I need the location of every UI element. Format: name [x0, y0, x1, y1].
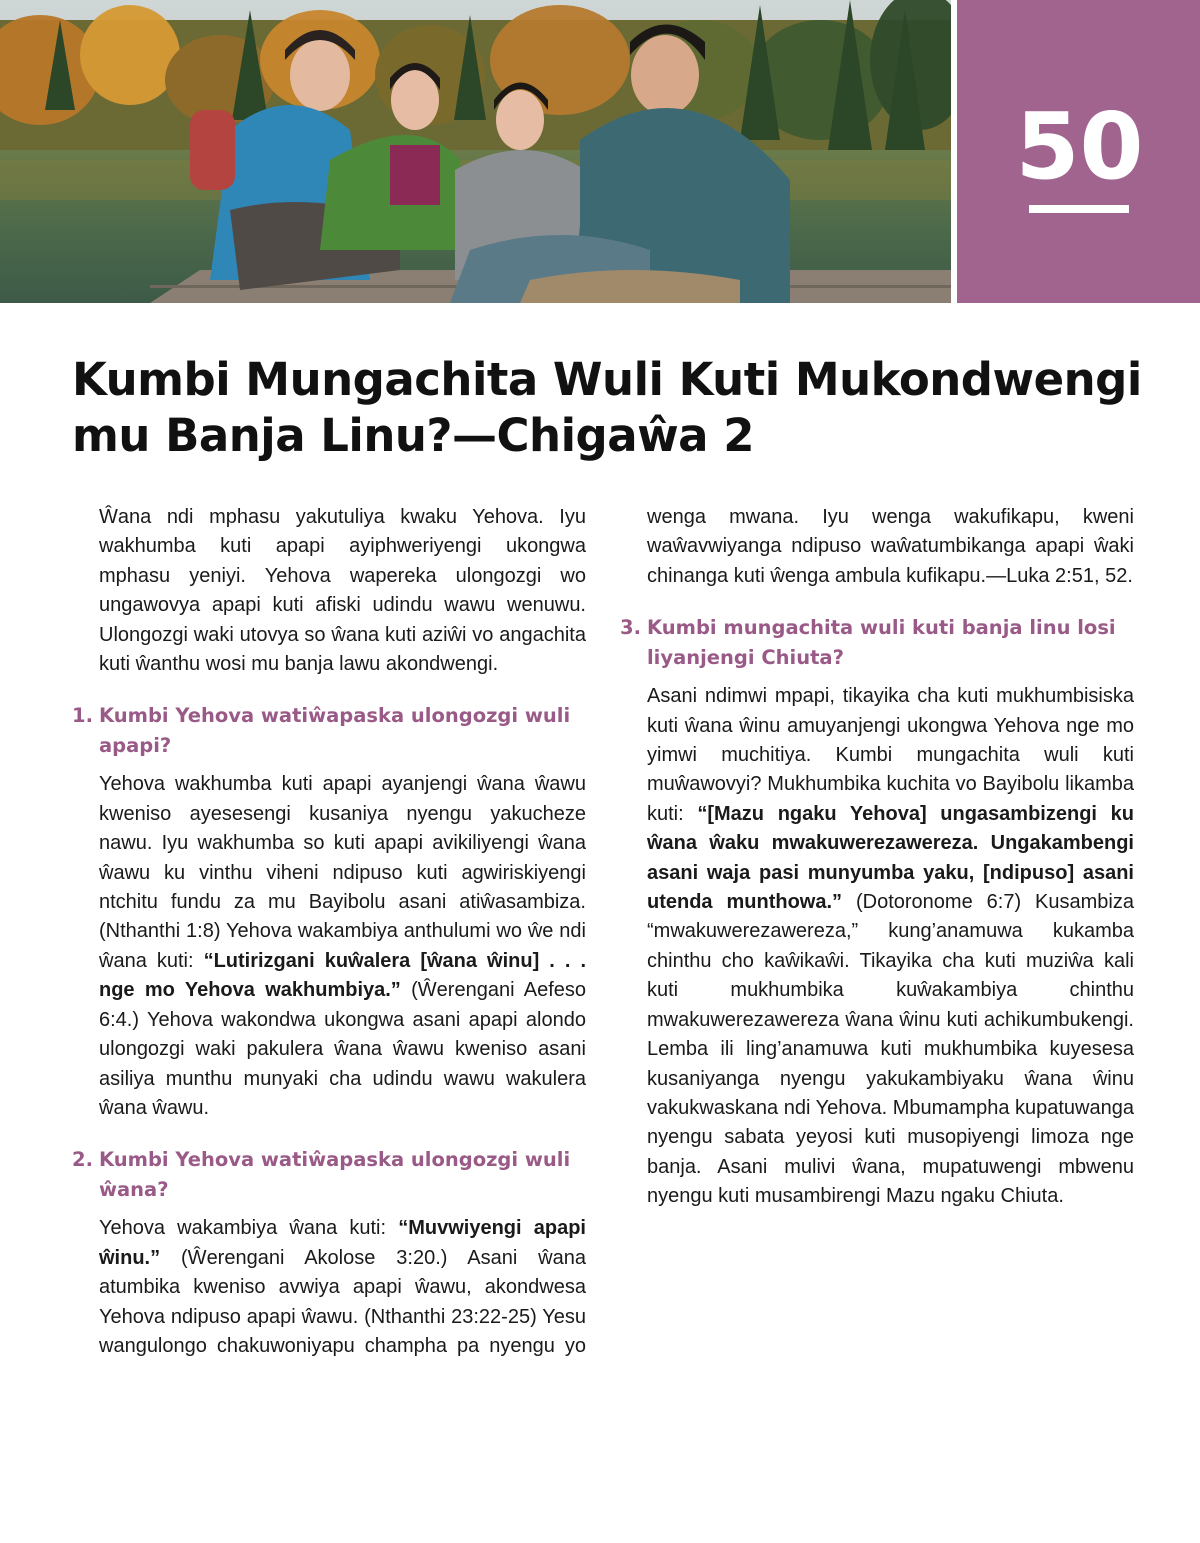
- question-1-quote-flow: “Lutirizgani kuŵalera [ŵana ŵinu] . . . nge mo Yehova wakhumbiya.”: [99, 949, 587, 1002]
- question-2-scripture-quote: “Muvwiyengi apapi ŵinu.”: [99, 1217, 586, 1269]
- question-2-number: 2.: [72, 1148, 93, 1172]
- family-photo-icon: [0, 0, 951, 303]
- lesson-number: 50: [1015, 93, 1144, 200]
- question-3-scripture-quote: “[Mazu ngaku Yehova] ungasambizengi ku ŵana ŵaku mwakuwerezawereza. Ungakambengi asani waja pasi munyumba yaku, [ndipuso] asani utenda munthowa.”: [647, 802, 1134, 914]
- question-1-paragraph-flow: [72, 770, 586, 1123]
- question-3-after: (Dotoronome 6:7) Kusambiza “mwakuwerezawereza,” kung’anamuwa kukamba chinthu cho kaŵikaŵi. Tikayika cha kuti muziŵa kali kuti mukhumbika kuŵakambiya chinthu mwakuwerezawereza ŵana ŵinu kuti achikumbukengi. Lemba ili ling’anamuwa kuti mukhumbika kuyesesa kusaniyanga nyengu yakukambiyaku ŵana ŵinu vakukwaskana ndi Yehova. Mbumampha kupatuwanga nyengu sabata yeyosi kuti musopiyengi limoza nge banja. Asani mulivi ŵana, mupatuwengi mbwenu nyengu kuti musambirengi Mazu ngaku Chiuta.: [647, 891, 1134, 1208]
- question-3-text: Kumbi mungachita wuli kuti banja linu losi liyanjengi Chiuta?: [647, 616, 1116, 670]
- question-1-heading-flow: [72, 701, 586, 761]
- question-1-after-flow: (Ŵerengani Aefeso 6:4.) Yehova wakondwa ukongwa asani apapi alondo ulongozgi waki pakulera ŵana ŵawu kweniso asani asiliya munthu munyaki cha udindu wawu wakulera ŵana ŵawu.: [99, 979, 587, 1119]
- question-2-after: (Ŵerengani Akolose 3:20.) Asani ŵana atumbika kweniso avwiya apapi ŵawu, akondwesa Yehova ndipuso apapi ŵawu. (Nthanthi 23:22-25) Yesu wangulongo chakuwoniyapu champha pa nyengu yo wenga mwana. Iyu wenga wakufikapu, kweni waŵavwiyanga ndipuso waŵatumbikanga apapi ŵaki chinanga kuti ŵenga ambula kufikapu.—Luka 2:51, 52.: [99, 506, 1134, 1357]
- question-1-text-flow: Kumbi Yehova watiŵapaska ulongozgi wuli apapi?: [99, 704, 571, 758]
- question-3-paragraph: [620, 682, 1134, 1211]
- lesson-number-underline: [1029, 205, 1129, 213]
- question-1-before-flow: Yehova wakhumba kuti apapi ayanjengi ŵana ŵawu kweniso ayesesengi kusaniya nyengu yakucheze nawu. Iyu wakhumba so kuti apapi avikiliyengi ŵana ŵawu ku vinthu viheni ndipuso kuti agwiriskiyengi ntchitu fundu za mu Bayibolu asani atiŵasambiza. (Nthanthi 1:8) Yehova wakambiya anthulumi wo ŵe ndi ŵana kuti:: [99, 773, 586, 972]
- question-1-number-flow: 1.: [72, 704, 93, 728]
- page-title-line-2: mu Banja Linu?—Chigaŵa 2: [72, 409, 755, 462]
- article-body: [72, 503, 1134, 1383]
- lesson-number-box: [957, 0, 1200, 303]
- question-3-before: Asani ndimwi mpapi, tikayika cha kuti mukhumbisiska kuti ŵana ŵinu amuyanjengi ukongwa Yehova nge mo yimwi muchitiya. Kumbi mungachita wuli kuti muŵawovyi? Mukhumbika kuchita vo Bayibolu likamba kuti:: [647, 685, 1134, 825]
- page-title-line-1: Kumbi Mungachita Wuli Kuti Mukondwengi: [72, 353, 1142, 406]
- page-title: [72, 352, 1152, 464]
- header-photo: [0, 0, 951, 303]
- question-2-heading: [72, 1145, 586, 1205]
- intro-paragraph-flow: Ŵana ndi mphasu yakutuliya kwaku Yehova. Iyu wakhumba kuti apapi ayiphweriyengi ukongwa mphasu yeniyi. Yehova wapereka ulongozgi wo ungawovya apapi kuti afiski udindu wawu wenuwu. Ulongozgi waki utovya so ŵana kuti aziŵi vo angachita kuti ŵanthu wosi mu banja lawu akondwengi.: [99, 506, 586, 676]
- question-3-heading: [620, 613, 1134, 673]
- question-2-text: Kumbi Yehova watiŵapaska ulongozgi wuli ŵana?: [99, 1148, 571, 1202]
- question-3-number: 3.: [620, 616, 641, 640]
- question-2-before: Yehova wakambiya ŵana kuti:: [99, 1217, 399, 1240]
